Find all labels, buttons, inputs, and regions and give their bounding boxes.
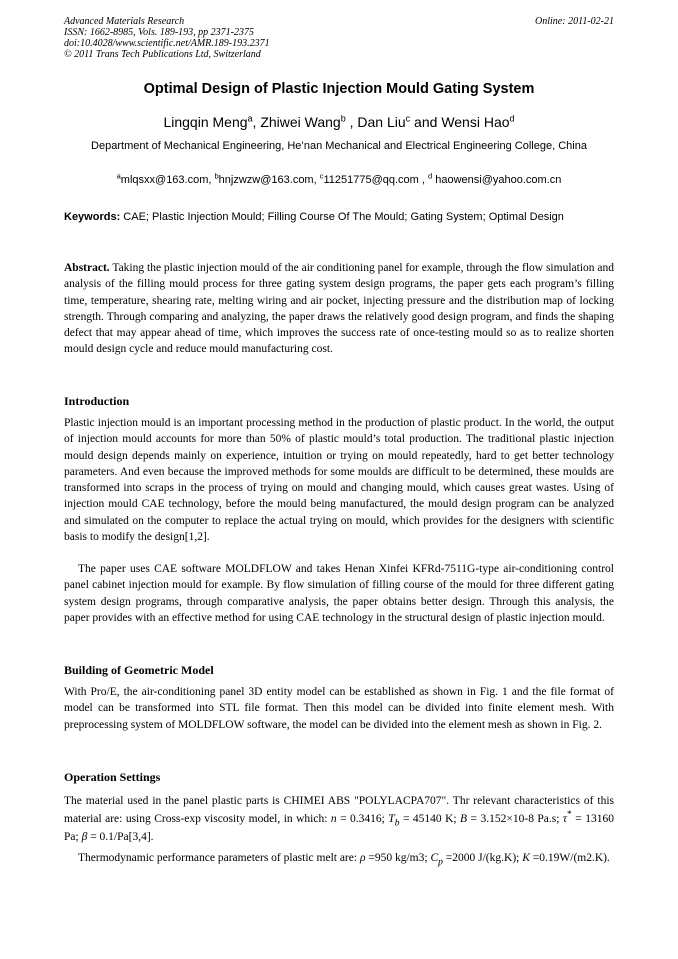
section-heading-operation-settings: Operation Settings	[64, 770, 161, 784]
keywords-text: CAE; Plastic Injection Mould; Filling Course Of The Mould; Gating System; Optimal Design	[120, 211, 564, 223]
intro-paragraph-2: The paper uses CAE software MOLDFLOW and takes Henan Xinfei KFRd-7511G-type air-conditioning control panel cabinet injection mould for example. By flow simulation of filling course of the mould for three different gating system design programs, through comparative analysis, the paper obtains better design. Through this analysis, the paper provides with an effective method for using CAE technology in the structural design of plastic injection mould.	[64, 563, 614, 624]
email-sup: a	[116, 171, 121, 181]
value-cp: =2000 J/(kg.K);	[442, 852, 520, 864]
email-sup: c	[319, 171, 324, 181]
subscript-b: b	[394, 817, 400, 829]
symbol-rho: ρ	[359, 852, 366, 864]
symbol-cp: C	[430, 852, 439, 864]
value-n: = 0.3416;	[336, 813, 389, 825]
email-address: mlqsxx@163.com,	[120, 174, 215, 186]
author-sup: c	[405, 113, 411, 124]
author-name: Lingqin Meng	[163, 114, 248, 130]
journal-header	[64, 16, 614, 60]
email-sup: d	[428, 171, 433, 181]
author-separator: ,	[345, 114, 358, 130]
value-beta: = 0.1/Pa[3,4].	[87, 831, 154, 843]
online-date: Online: 2011-02-21	[535, 16, 614, 27]
section-heading-introduction: Introduction	[64, 394, 130, 408]
value-rho: =950 kg/m3;	[365, 852, 431, 864]
paper-title: Optimal Design of Plastic Injection Mould Gating System	[143, 81, 535, 97]
abstract-label: Abstract.	[64, 262, 110, 274]
times-sign: ×	[506, 813, 513, 825]
operation-p1-intro: The material used in the panel plastic parts is CHIMEI ABS "POLYLACPA707". Thr relevant characteristics of this material are: using Cross-exp viscosity model, in which:	[64, 795, 614, 825]
keywords-label: Keywords:	[64, 211, 121, 223]
symbol-n: n	[330, 813, 337, 825]
symbol-tau: τ	[562, 813, 568, 825]
value-tb: = 45140 K;	[399, 813, 461, 825]
author-sup: a	[247, 113, 253, 124]
abstract-text: Taking the plastic injection mould of the air conditioning panel for example, through the flow simulation and analysis of the filling mould process for three gating system design programs, the paper gets each program’s filling time, temperature, shearing rate, melting wiring and air pocket, injecting pressure and the distribution map of locking strength. Through comparing and analyzing, the paper draws the relatively good design program, and finds the shaping defect that may appear ahead of time, which improves the success rate of once-testing mould so as to realize shorten mould design cycle and reduce mould manufacturing cost.	[64, 262, 614, 356]
symbol-tb: T	[388, 813, 395, 825]
value-tau: = 13160 Pa;	[64, 813, 614, 843]
affiliation: Department of Mechanical Engineering, He’nan Mechanical and Electrical Engineering College, China	[91, 140, 587, 152]
author-separator: ,	[252, 114, 261, 130]
intro-paragraph-1: Plastic injection mould is an important processing method in the production of plastic product. In the world, the output of injection mould accounts for more than 50% of plastic mould’s total production. The traditional plastic injection mould design depends mainly on experience, intuition or trying on mould repeatedly, hard to get better technology parameters. And even because the improved methods for some moulds are difficult to be determined, these moulds are transformed into scraps in the process of trying on mould and changing mould, which causes great wastes. Using of injection mould CAE technology, before the mould being manufactured, the mould design program can be analyzed and simulated on the computer to replace the actual trying on mould, which provides for the designers with scientific basis to modify the design[1,2].	[64, 417, 614, 544]
operation-paragraph-2	[64, 848, 614, 868]
superscript-star: *	[567, 809, 572, 821]
author-name: Dan Liu	[357, 114, 406, 130]
symbol-k: K	[522, 852, 530, 864]
copyright-line: © 2011 Trans Tech Publications Ltd, Switzerland	[64, 49, 261, 60]
symbol-b: B	[460, 813, 468, 825]
email-list	[40, 171, 638, 186]
email-sup: b	[214, 171, 219, 181]
geometry-paragraph: With Pro/E, the air-conditioning panel 3D entity model can be established as shown in Fig. 1 and the file format of model can be transformed into STL file format. Then this model can be divided into finite element mesh. With preprocessing system of MOLDFLOW software, the model can be divided into the element mesh as shown in Fig. 2.	[64, 686, 614, 731]
operation-paragraph-1	[64, 792, 614, 846]
symbol-beta: β	[81, 831, 88, 843]
value-b: = 3.152	[467, 813, 507, 825]
author-name: Wensi Hao	[441, 114, 510, 130]
author-sup: b	[340, 113, 346, 124]
author-name: Zhiwei Wang	[260, 114, 341, 130]
value-b-exponent: 10-8 Pa.s;	[512, 813, 563, 825]
email-address: haowensi@yahoo.com.cn	[432, 174, 562, 186]
operation-p2-intro: Thermodynamic performance parameters of plastic melt are:	[78, 852, 360, 864]
abstract	[64, 260, 614, 358]
author-sup: d	[509, 113, 515, 124]
issn-line: ISSN: 1662-8985, Vols. 189-193, pp 2371-2375	[64, 27, 254, 38]
keywords	[64, 210, 614, 224]
author-list	[40, 114, 638, 130]
subscript-p: p	[438, 856, 443, 868]
section-heading-geometric-model: Building of Geometric Model	[64, 663, 214, 677]
value-k: =0.19W/(m2.K).	[529, 852, 610, 864]
email-address: hnjzwzw@163.com,	[218, 174, 320, 186]
doi-line: doi:10.4028/www.scientific.net/AMR.189-193.2371	[64, 38, 270, 49]
journal-name: Advanced Materials Research	[64, 16, 185, 27]
author-separator: and	[410, 114, 442, 130]
email-address: 11251775@qq.com ,	[323, 174, 429, 186]
